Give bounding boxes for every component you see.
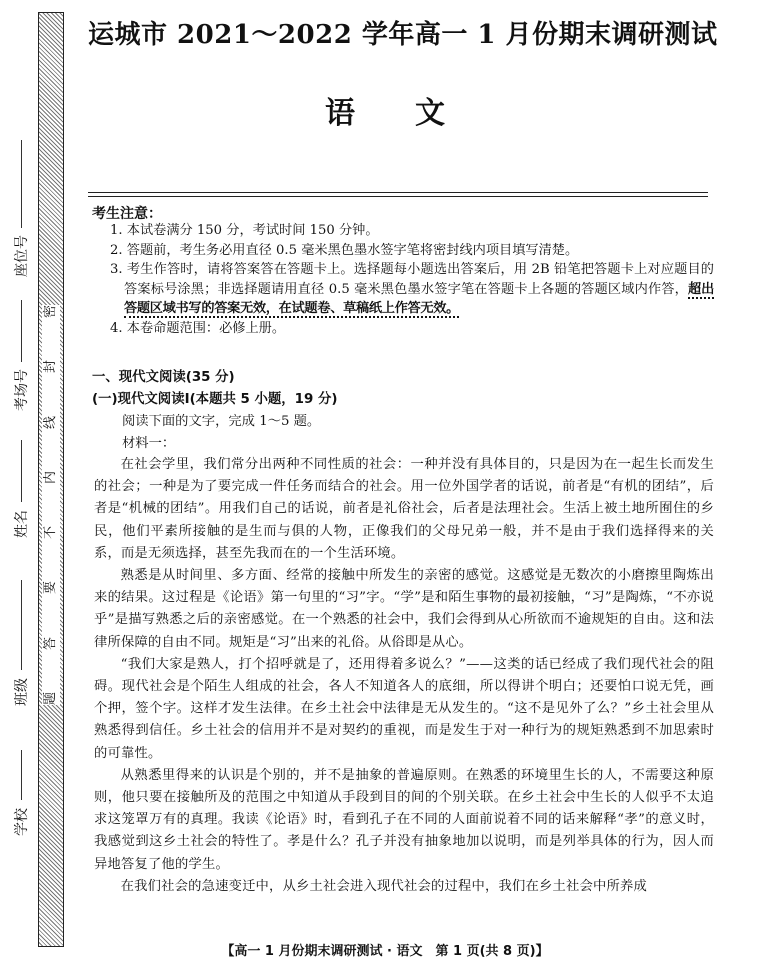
notice-item-text: 3. 考生作答时，请将答案答在答题卡上。选择题每小题选出答案后，用 2B 铅笔把答题卡上对应题目的答案标号涂黑；非选择题请用直径 0.5 毫米黑色墨水签字笔在答题卡上各题的答题区域内作答， xyxy=(110,262,714,297)
notice-item: 4. 本卷命题范围：必修上册。 xyxy=(110,320,286,336)
paragraph: 熟悉是从时间里、多方面、经常的接触中所发生的亲密的感觉。这感觉是无数次的小磨擦里陶炼出来的结果。这过程是《论语》第一句里的“习”字。“学”是和陌生事物的最初接触，“习”是陶炼，“不亦说乎”是描写熟悉之后的亲密感觉。在一个熟悉的社会中，我们会得到从心所欲而不逾规矩的自由。这和法律所保障的自由不同。规矩是“习”出来的礼俗。从俗即是从心。 xyxy=(94,568,714,650)
name-field[interactable] xyxy=(12,440,30,540)
paragraph: 在我们社会的急速变迁中，从乡土社会进入现代社会的过程中，我们在乡土社会中所养成 xyxy=(120,878,647,894)
material-label: 材料一： xyxy=(122,436,176,451)
header-divider-thin xyxy=(88,196,708,197)
exam-room-field[interactable] xyxy=(12,300,30,411)
school-label: 学校 xyxy=(14,808,30,836)
seat-number-label: 座位号 xyxy=(14,235,30,277)
exam-room-label: 考场号 xyxy=(14,369,30,411)
notice-item: 2. 答题前，考生务必用直径 0.5 毫米黑色墨水签字笔将密封线内项目填写清楚。 xyxy=(110,242,579,258)
notice-title: 考生注意： xyxy=(92,206,162,222)
binding-strip xyxy=(0,0,72,969)
header-divider xyxy=(88,192,708,193)
seat-number-field[interactable] xyxy=(12,140,30,277)
paragraph: 从熟悉里得来的认识是个别的，并不是抽象的普遍原则。在熟悉的环境里生长的人，不需要这种原则，他只要在接触所及的范围之中知道从手段到目的间的个别关联。在乡土社会中生长的人似乎不太追求这笼罩万有的真理。我读《论语》时，看到孔子在不同的人面前说着不同的话来解释“孝”的意义时，我感觉到这乡土社会的特性了。孝是什么？孔子并没有抽象地加以说明，而是列举具体的行为，因人而异地答复了他的学生。 xyxy=(94,767,714,872)
seal-char: 要 xyxy=(43,581,59,595)
page-footer: 【高一 1 月份期末调研测试 · 语文 第 1 页(共 8 页)】 xyxy=(221,944,549,959)
seal-char: 线 xyxy=(43,415,59,429)
school-field[interactable] xyxy=(12,750,30,838)
seal-char: 答 xyxy=(43,636,59,650)
paragraph: “我们大家是熟人，打个招呼就是了，还用得着多说么？”——这类的话已经成了我们现代社会的阻碍。现代社会是个陌生人组成的社会，各人不知道各人的底细，所以得讲个明白；还要怕口说无凭，画个押，签个字。这样才发生法律。在乡土社会中法律是无从发生的。“这不是见外了么？”乡土社会里从熟悉得到信任。乡土社会的信用并不是对契约的重视，而是发生于对一种行为的规矩熟悉到不加思索时的可靠性。 xyxy=(94,656,714,761)
section-heading: 一、现代文阅读(35 分) xyxy=(92,370,235,385)
notice-list xyxy=(110,221,714,339)
reading-passage xyxy=(94,454,714,898)
subject-title: 语文 xyxy=(325,96,505,131)
seal-char: 内 xyxy=(43,470,59,484)
notice-emphasis: 超出答题区域书写的答案无效，在试题卷、草稿纸上作答无效。 xyxy=(124,281,714,317)
exam-title: 运城市 2021～2022 学年高一 1 月份期末调研测试 xyxy=(88,20,718,50)
notice-item xyxy=(110,260,714,319)
name-label: 姓名 xyxy=(14,510,30,538)
seal-char: 题 xyxy=(43,691,59,705)
subsection-heading: (一)现代文阅读Ⅰ(本题共 5 小题，19 分) xyxy=(92,392,338,407)
seal-char: 密 xyxy=(43,304,59,319)
instruction-text: 阅读下面的文字，完成 1～5 题。 xyxy=(122,414,321,429)
paragraph: 在社会学里，我们常分出两种不同性质的社会：一种并没有具体目的，只是因为在一起生长而发生的社会；一种是为了要完成一件任务而结合的社会。用一位外国学者的话说，前者是“有机的团结”，后者是“机械的团结”。用我们自己的话说，前者是礼俗社会，后者是法理社会。生活上被土地所囿住的乡民，他们平素所接触的是生而与俱的人物，正像我们的父母兄弟一般，并不是由于我们选择得来的关系，而是无须选择，甚至先我而在的一个生活环境。 xyxy=(94,457,714,561)
seal-char: 封 xyxy=(43,360,59,374)
class-field[interactable] xyxy=(12,580,30,708)
notice-item: 1. 本试卷满分 150 分，考试时间 150 分钟。 xyxy=(110,223,379,238)
class-label: 班级 xyxy=(14,678,30,706)
seal-char: 不 xyxy=(43,526,59,540)
seal-line-text xyxy=(42,305,60,705)
